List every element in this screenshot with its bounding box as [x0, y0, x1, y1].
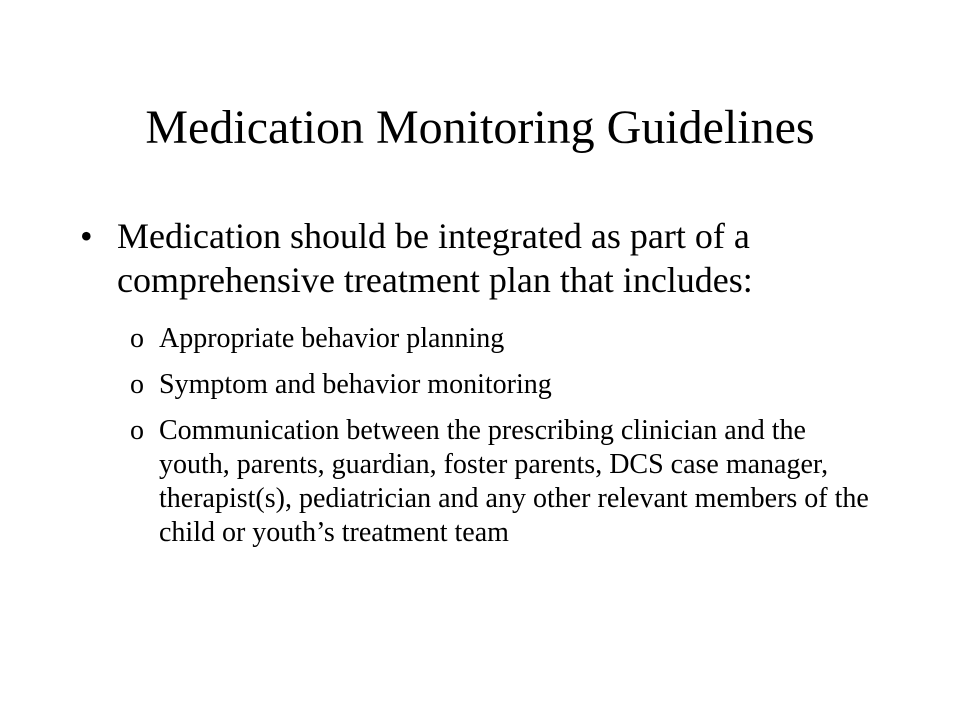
sub-bullet-marker-icon: o — [130, 323, 144, 354]
bullet-marker-icon: • — [80, 216, 93, 256]
slide-title: Medication Monitoring Guidelines — [145, 101, 815, 154]
sub-bullet-text: Symptom and behavior monitoring — [159, 369, 552, 400]
sub-bullet-marker-icon: o — [130, 415, 144, 446]
sub-bullet-marker-icon: o — [130, 369, 144, 400]
main-bullet-text: Medication should be integrated as part of a comprehensive treatment plan that includes: — [117, 216, 753, 300]
sub-bullet-text: Appropriate behavior planning — [159, 323, 505, 354]
sub-bullet-text: Communication between the prescribing clinician and the youth, parents, guardian, foster parents, DCS case manager, therapist(s), pediatrician and any other relevant members of the child or youth’s treatment team — [159, 415, 869, 548]
